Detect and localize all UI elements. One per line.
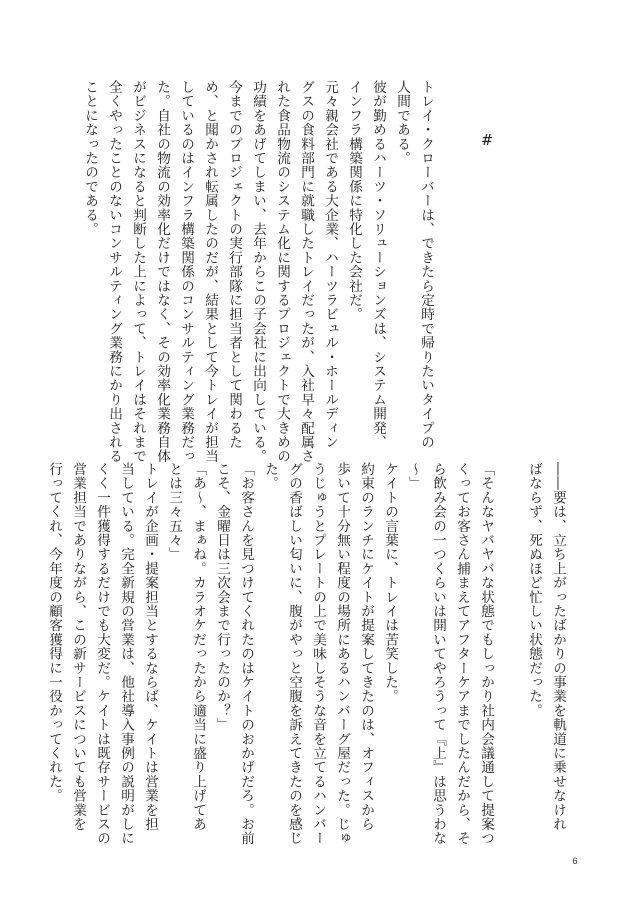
text-line: 全くやったことのないコンサルティング業務にかり出される	[106, 80, 122, 464]
text-line: め、と聞かされ転属したのだが、結果として今トレイが担当	[202, 80, 218, 464]
text-line: 彼が勤めるハーツ・ソリューションズは、システム開発、	[370, 80, 386, 450]
text-line: こそ、金曜日は三次会まで行ったのか？」	[214, 462, 230, 732]
body-text-upper	[82, 80, 438, 464]
text-line: 人間である。	[394, 80, 410, 166]
text-line: 「あ～、まぁね。カラオケだったから適当に盛り上げてあ	[190, 462, 206, 832]
text-line: 今までのプロジェクトの実行部隊に担当者として関わるた	[226, 80, 242, 450]
text-line: 約束のランチにケイトが提案してきたのは、オフィスから	[358, 462, 374, 832]
text-line: れた食品物流のシステム化に関するプロジェクトで大きめの	[274, 80, 290, 464]
text-line: しているのはインフラ構築関係のコンサルティング業務だっ	[178, 80, 194, 464]
body-text-lower	[46, 462, 570, 846]
text-line: インフラ構築関係に特化した会社だ。	[346, 80, 362, 322]
text-line: ～」	[406, 462, 422, 491]
text-line: 行ってくれ、今年度の顧客獲得に一役かってくれた。	[46, 462, 62, 803]
text-line: ばならず、死ぬほど忙しい状態だった。	[526, 462, 542, 718]
text-line: うじゅうとプレートの上で美味しそうな音を立てるハンバー	[310, 462, 326, 846]
text-line: がビジネスになると判断した上によって、トレイはそれまで	[130, 80, 146, 464]
text-line: ――要は、立ち上がったばかりの事業を軌道に乗せなけれ	[550, 462, 566, 832]
text-line: くってお客さん捕まえてアフターケアまでしたんだから、そ	[454, 462, 470, 846]
text-line: ケイトの言葉に、トレイは苦笑した。	[382, 462, 398, 704]
page-number: 6	[572, 856, 578, 866]
text-line: 当している。完全新規の営業は、他社導入事例の説明がしに	[118, 462, 134, 846]
text-line	[498, 462, 522, 822]
text-line: 「そんなヤバヤバな状態でもしっかり社内会議通して提案つ	[478, 462, 494, 846]
section-mark: #	[480, 131, 494, 149]
text-line: 功績をあげてしまい、去年からこの子会社に出向している。	[250, 80, 266, 464]
text-line: 元々親会社である大企業、ハーツラビュル・ホールディン	[322, 80, 338, 450]
text-line: とは三々五々」	[166, 462, 182, 562]
text-line: トレイが企画・提案担当とするならば、ケイトは営業を担	[142, 462, 158, 832]
text-line: ら飲み会の一つくらいは開いてやろうって『上』は思うわな	[430, 462, 446, 846]
text-line: グスの食料部門に就職したトレイだったが、入社早々配属さ	[298, 80, 314, 464]
text-line: 営業担当でありながら、この新サービスについても営業を	[70, 462, 86, 832]
text-line: くく一件獲得するだけでも大変だ。ケイトは既存サービスの	[94, 462, 110, 846]
text-line: た。	[262, 462, 278, 491]
text-line: た。自社の物流の効率化だけではなく、その効率化業務自体	[154, 80, 170, 464]
text-line: グの香ばしい匂いに、腹がやっと空腹を訴えてきたのを感じ	[286, 462, 302, 846]
text-line: 歩いて十分無い程度の場所にあるハンバーグ屋だった。じゅ	[334, 462, 350, 846]
text-line: ことになったのである。	[82, 80, 98, 237]
text-line: トレイ・クローバーは、できたら定時で帰りたいタイプの	[418, 80, 434, 450]
text-line: 「お客さんを見つけてくれたのはケイトのおかげだろ。お前	[238, 462, 254, 846]
